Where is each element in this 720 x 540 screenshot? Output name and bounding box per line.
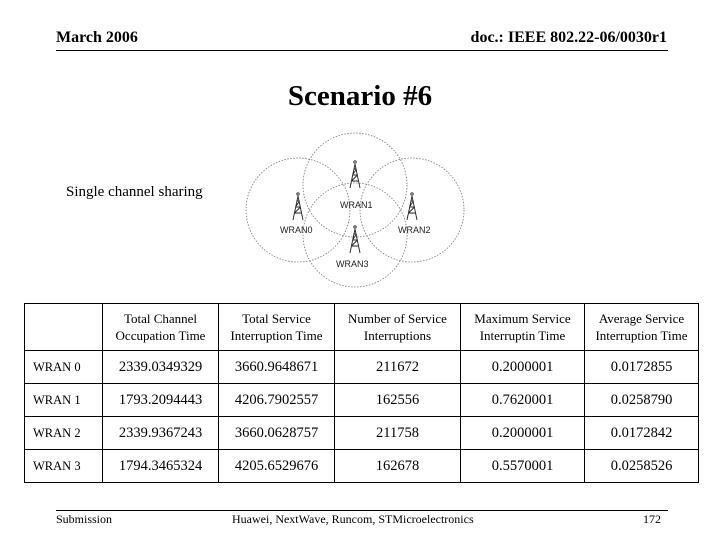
header-avg-interruption-time: Average Service Interruption Time (585, 304, 699, 351)
cell-max: 0.7620001 (461, 384, 585, 417)
header-rule (56, 50, 668, 51)
diagram-label-wran0: WRAN0 (280, 225, 313, 235)
cell-interruption: 4205.6529676 (219, 450, 335, 483)
cell-max: 0.2000001 (461, 351, 585, 384)
coverage-circle-wran1 (303, 133, 407, 237)
cell-occupation: 2339.9367243 (103, 417, 219, 450)
cell-count: 162678 (335, 450, 461, 483)
row-label: WRAN 2 (25, 417, 103, 450)
table-row (25, 384, 699, 417)
tower-icon-wran1 (350, 161, 360, 188)
cell-count: 211758 (335, 417, 461, 450)
tower-icon-wran3 (350, 226, 360, 253)
page-number: 172 (643, 512, 661, 526)
footer-authors: Huawei, NextWave, Runcom, STMicroelectronics (232, 512, 474, 526)
cell-avg: 0.0258790 (585, 384, 699, 417)
tower-icon-wran2 (407, 193, 417, 220)
header-cell-corner (25, 304, 103, 351)
results-table (24, 303, 699, 483)
cell-max: 0.5570001 (461, 450, 585, 483)
header-date: March 2006 (56, 29, 138, 46)
wran-coverage-diagram (240, 130, 480, 280)
cell-avg: 0.0258526 (585, 450, 699, 483)
tower-icon-wran0 (293, 193, 303, 220)
cell-occupation: 2339.0349329 (103, 351, 219, 384)
cell-occupation: 1794.3465324 (103, 450, 219, 483)
diagram-label-wran2: WRAN2 (398, 225, 431, 235)
diagram-label-wran3: WRAN3 (336, 259, 369, 269)
cell-interruption: 4206.7902557 (219, 384, 335, 417)
cell-count: 162556 (335, 384, 461, 417)
cell-occupation: 1793.2094443 (103, 384, 219, 417)
header-total-service-interruption: Total Service Interruption Time (219, 304, 335, 351)
header-number-of-interruptions: Number of Service Interruptions (335, 304, 461, 351)
subtitle: Single channel sharing (66, 184, 203, 200)
table-row (25, 417, 699, 450)
header-total-channel-occupation: Total Channel Occupation Time (103, 304, 219, 351)
cell-avg: 0.0172842 (585, 417, 699, 450)
row-label: WRAN 3 (25, 450, 103, 483)
diagram-label-wran1: WRAN1 (340, 200, 373, 210)
table-row (25, 351, 699, 384)
cell-count: 211672 (335, 351, 461, 384)
footer-rule (56, 510, 668, 511)
cell-interruption: 3660.9648671 (219, 351, 335, 384)
header-doc-id: doc.: IEEE 802.22-06/0030r1 (470, 29, 667, 46)
row-label: WRAN 1 (25, 384, 103, 417)
cell-max: 0.2000001 (461, 417, 585, 450)
cell-avg: 0.0172855 (585, 351, 699, 384)
slide-title: Scenario #6 (287, 80, 433, 112)
footer-submission: Submission (56, 512, 113, 526)
coverage-circle-wran3 (303, 183, 407, 287)
cell-interruption: 3660.0628757 (219, 417, 335, 450)
table-row (25, 450, 699, 483)
row-label: WRAN 0 (25, 351, 103, 384)
table-header-row (25, 304, 699, 351)
header-max-interruption-time: Maximum Service Interruptin Time (461, 304, 585, 351)
